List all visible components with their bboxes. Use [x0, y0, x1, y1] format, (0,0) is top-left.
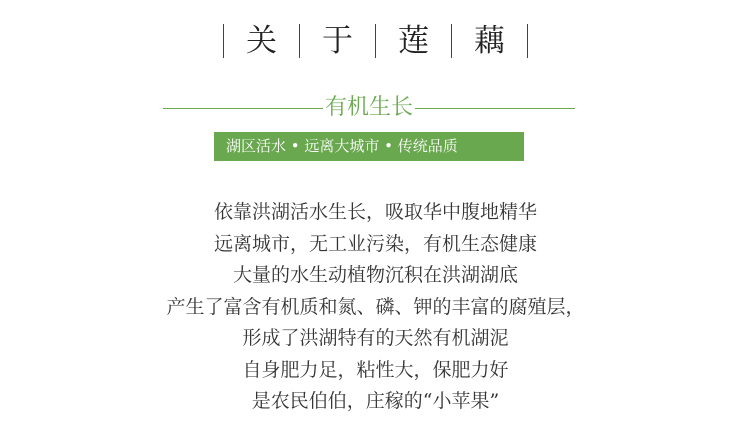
description-line: 大量的水生动植物沉积在洪湖湖底 — [232, 264, 518, 286]
section-title — [0, 20, 751, 62]
subtitle-rule-left — [163, 108, 323, 109]
title-char: 关 — [246, 23, 277, 59]
description-line: 自身肥力足，粘性大，保肥力好 — [242, 358, 509, 381]
subtitle-text: 有机生长 — [325, 95, 414, 120]
subtitle-rule-right — [415, 108, 575, 109]
description-line: 是农民伯伯，庄稼的“小苹果” — [251, 390, 500, 412]
description-line: 远离城市，无工业污染，有机生态健康 — [213, 232, 537, 255]
title-char: 莲 — [398, 23, 429, 59]
description-paragraph — [0, 197, 751, 418]
description-line: 形成了洪湖特有的天然有机湖泥 — [242, 327, 509, 349]
title-divider — [527, 24, 528, 58]
description-line: 依靠洪湖活水生长，吸取华中腹地精华 — [213, 201, 537, 223]
subtitle-heading — [163, 90, 575, 126]
description-line: 产生了富含有机质和氮、磷、钾的丰富的腐殖层， — [166, 295, 585, 318]
title-char: 于 — [322, 23, 353, 59]
title-char: 藕 — [474, 23, 505, 59]
tagline-banner: 湖区活水 • 远离大城市 • 传统品质 — [214, 132, 524, 161]
